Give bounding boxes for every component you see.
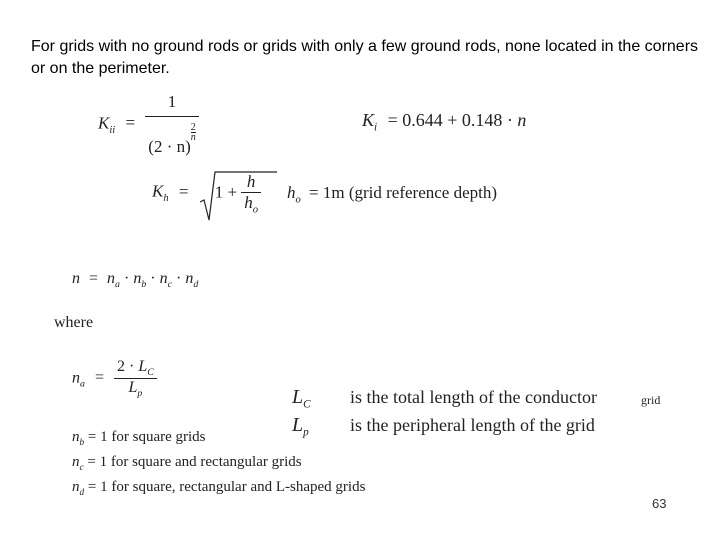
slide-number: 63 — [652, 496, 667, 511]
kh-equation: $K_h$ = 1 + $\frac{h}{h_o}$ — [152, 170, 261, 215]
slide-heading: For grids with no ground rods or grids with only a few ground rods, none located in the corners or on the perimeter. — [31, 38, 699, 77]
ki-equation: $K_i = 0.644 + 0.148 \cdot n$ — [362, 110, 527, 134]
radical-sign-icon — [199, 170, 279, 222]
na-equation: $n_a$ = $\frac{2 \cdot L_C}{L_p}$ — [72, 358, 157, 399]
ho-equation: $h_o = 1m$ (grid reference depth) — [287, 183, 498, 206]
n-equation: $n = n_a \cdot n_b \cdot n_c \cdot n_d$ — [72, 270, 199, 291]
nb-definition: $n_b = 1$ for square grids — [72, 429, 206, 448]
nd-definition: $n_d = 1$ for square, rectangular and L-shaped grids — [72, 479, 366, 498]
kii-fraction: 1 (2 · n) $^{\frac{2}{n}}$ — [145, 92, 198, 157]
lc-definition: $L_C$ is the total length of the conductor grid — [292, 386, 661, 411]
kii-equation: $K_{ii}$ = 1 (2 · n) $^{\frac{2}{n}}$ — [98, 92, 199, 157]
nc-definition: $n_c = 1$ for square and rectangular grids — [72, 454, 302, 473]
kh-sqrt: 1 + $\frac{h}{h_o}$ — [199, 170, 261, 215]
lp-definition: $L_p$ is the peripheral length of the grid — [292, 414, 595, 439]
where-label: where — [54, 314, 94, 331]
